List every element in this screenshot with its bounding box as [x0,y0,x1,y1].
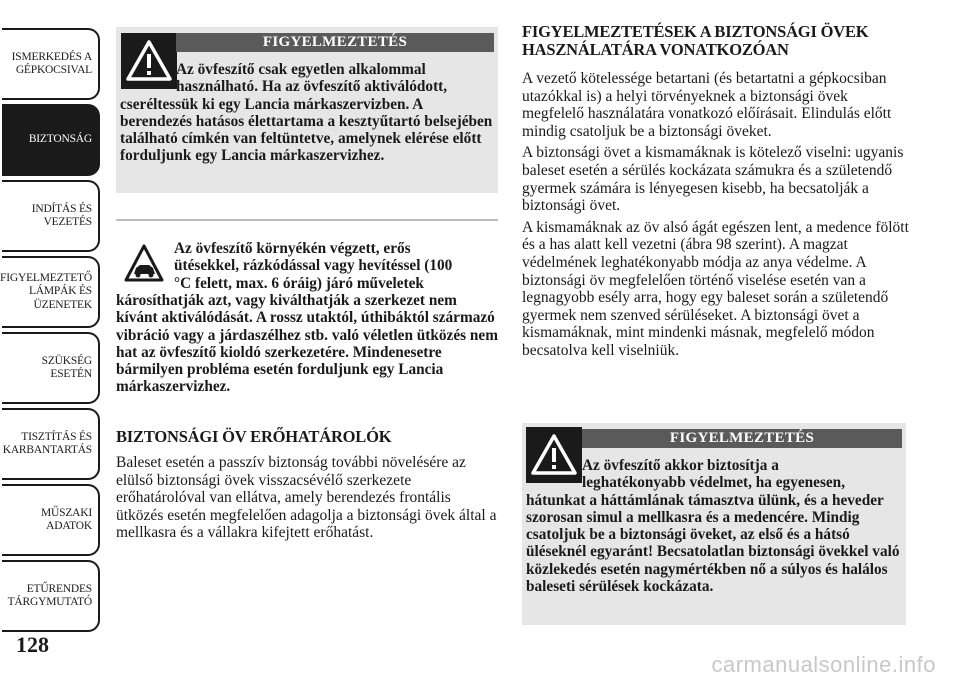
warning-box-2 [522,423,906,625]
tab-biztonsag[interactable]: BIZTONSÁG [2,104,100,176]
warning-box-1 [116,27,498,193]
warning-header: FIGYELMEZTETÉS [176,33,494,52]
page-number: 128 [16,632,49,657]
warning-triangle-icon [526,427,582,483]
note-line: °C felett, max. 6 óráig) járó műveletek [174,274,424,292]
warning-line: használható. Ha az övfeszítő aktiválódott, [176,78,448,96]
warning-line: Az övfeszítő akkor biztosítja a [582,457,779,474]
tab-ismerkedes[interactable]: ISMERKEDÉS A GÉPKOCSIVAL [2,28,100,100]
section-text: Baleset esetén a passzív biztonság további növelésére az elülső biztonsági övek visszacsévélő szerkezete erőhatárolóval van ellátva, amely berendezés frontális ütközés esetén megfelelően adagolja a biztonsági övek által a mellkasra és a vállakra kifejtett erőhatást. [116,454,497,542]
note-line: ütésekkel, rázkódással vagy hevítéssel (100 [174,257,453,275]
section-body [522,70,912,364]
paragraph: A vezető kötelessége betartani (és betartatni a gépkocsiban utazókkal is) a helyi törvényeknek a biztonsági övek megfelelő használatára vonatkozó előírásait. Elindulás előtt mindig csatoljuk be a biztonsági öveket. [522,70,892,140]
tab-figyelmezteto[interactable]: FIGYELMEZTETŐ LÁMPÁK ÉS ÜZENETEK [2,256,100,328]
car-warning-icon [120,240,168,288]
divider [116,219,498,221]
warning-line: Az övfeszítő csak egyetlen alkalommal [176,61,426,78]
tab-muszaki[interactable]: MŰSZAKI ADATOK [2,484,100,556]
warning-text: cseréltessük ki egy Lancia márkaszervizben. A berendezés hatásos élettartama a kesztyűtartó belsejében található címkén van feltüntetve, amelynek elérése előtt forduljunk egy Lancia márkaszervizhez. [120,95,493,165]
tab-targymutato[interactable]: ETŰRENDES TÁRGYMUTATÓ [2,560,100,632]
tab-tisztitas[interactable]: TISZTÍTÁS ÉS KARBANTARTÁS [2,408,100,480]
section-heading: BIZTONSÁGI ÖV ERŐHATÁROLÓK [116,427,392,446]
warning-line: leghatékonyabb védelmet, ha egyenesen, [582,474,846,492]
paragraph: A biztonsági övet a kismamáknak is kötelező viselni: ugyanis baleset esetén a sérülés kockázata számukra és a születendő gyermek számára is lényegesen kisebb, ha becsatolják a biztonsági övet. [522,144,904,215]
watermark: carmanualsonline.info [711,652,936,677]
warning-header: FIGYELMEZTETÉS [582,429,902,448]
section-heading: FIGYELMEZTETÉSEK A BIZTONSÁGI ÖVEK HASZNÁLATÁRA VONATKOZÓAN [522,22,869,59]
paragraph: A kismamáknak az öv alsó ágát egészen lent, a medence fölött és a has alatt kell vezetni (ábra 98 szerint). A magzat védelmének leghatékonyabb módja az anya védelme. A biztonsági öv megfelelően történő viselése esetén van a legnagyobb esély arra, hogy egy baleset során a születendő gyermek nem szenved sérüléseket. A biztonsági övet a kismamáknak, mint mindenki másnak, megfelelő módon becsatolva kell viselniük. [522,218,909,359]
warning-triangle-icon [121,33,177,89]
tab-inditas[interactable]: INDÍTÁS ÉS VEZETÉS [2,180,100,252]
tab-szukseg[interactable]: SZÜKSÉG ESETÉN [2,332,100,404]
warning-text: hátunkat a háttámlának támasztva ülünk, és a heveder szorosan simul a mellkasra és a medencére. Mindig csatoljuk be a biztonsági öveket, az első és a hátsó üléseknél egyaránt! Becsatolatlan biztonsági övekkel való közlekedés esetén nagymértékben nő a súlyos és halálos baleseti sérülések kockázata. [526,491,900,596]
note-text: károsíthatják azt, vagy kiválthatják a szerkezet nem kívánt aktiválódását. A rossz utaktól, úthibáktól származó vibráció vagy a járdaszélhez stb. való véletlen ütközés nem hat az övfeszítő kioldó szerkezetére. Mindenesetre bármilyen probléma esetén forduljunk egy Lancia márkaszervizhez. [116,292,498,396]
note-line: Az övfeszítő környékén végzett, erős [174,240,411,257]
